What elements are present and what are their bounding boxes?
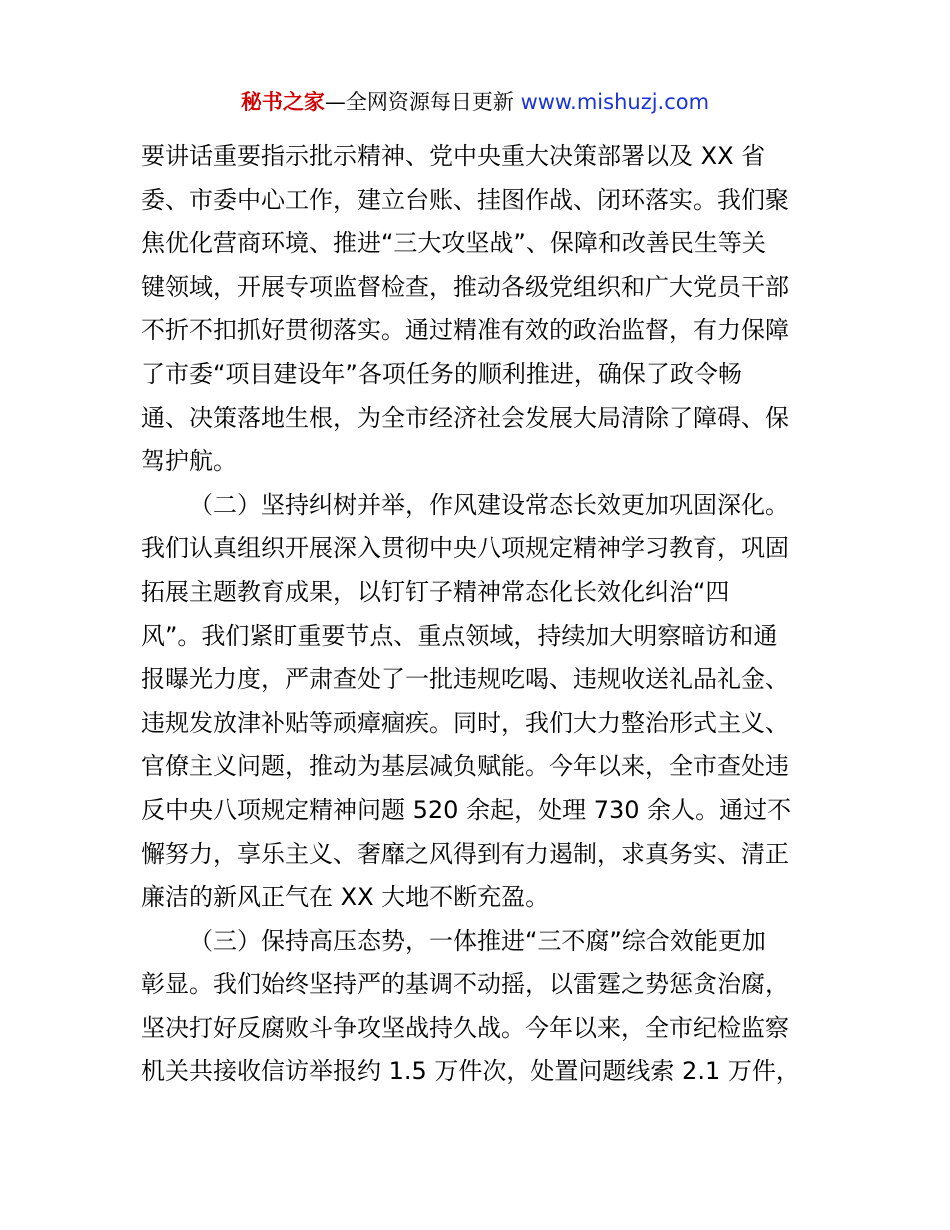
text-line: 焦优化营商环境、推进“三大攻坚战”、保障和改善民生等关: [141, 229, 766, 258]
text-line: 驾护航。: [141, 447, 237, 476]
text-line: 违规发放津补贴等顽瘴痼疾。同时，我们大力整治形式主义、: [141, 708, 789, 737]
text-line: 键领域，开展专项监督检查，推动各级党组织和广大党员干部: [141, 272, 789, 301]
text-line: 了市委“项目建设年”各项任务的顺利推进，确保了政令畅: [141, 359, 742, 388]
text-line: 风”。我们紧盯重要节点、重点领域，持续加大明察暗访和通: [141, 621, 778, 650]
text-line: 彰显。我们始终坚持严的基调不动摇，以雷霆之势惩贪治腐，: [141, 970, 789, 999]
text-line: 委、市委中心工作，建立台账、挂图作战、闭环落实。我们聚: [141, 185, 789, 214]
text-line: 报曝光力度，严肃查处了一批违规吃喝、违规收送礼品礼金、: [141, 665, 789, 694]
text-line: 要讲话重要指示批示精神、党中央重大决策部署以及 XX 省: [141, 142, 766, 170]
text-line: 坚决打好反腐败斗争攻坚战持久战。今年以来，全市纪检监察: [141, 1013, 789, 1042]
text-line: 通、决策落地生根，为全市经济社会发展大局清除了障碍、保: [141, 403, 789, 432]
website-link[interactable]: www.mishuzj.com: [520, 90, 710, 114]
text-line: 机关共接收信访举报约 1.5 万件次，处置问题线索 2.1 万件，: [141, 1057, 800, 1086]
brand-name: 秘书之家: [240, 90, 325, 114]
text-line: 官僚主义问题，推动为基层减负赋能。今年以来，全市查处违: [141, 752, 789, 781]
header-tagline: —全网资源每日更新: [324, 90, 521, 114]
text-line: 懈努力，享乐主义、奢靡之风得到有力遏制，求真务实、清正: [141, 839, 789, 868]
text-line: 反中央八项规定精神问题 520 余起，处理 730 余人。通过不: [141, 795, 792, 824]
text-line: 拓展主题教育成果，以钉钉子精神常态化长效化纠治“四: [141, 577, 730, 606]
section-heading-line: （二）坚持纠树并举，作风建设常态长效更加巩固深化。: [189, 490, 789, 519]
section-heading-line: （三）保持高压态势，一体推进“三不腐”综合效能更加: [189, 926, 766, 955]
text-line: 不折不扣抓好贯彻落实。通过精准有效的政治监督，有力保障: [141, 316, 789, 345]
text-line: 廉洁的新风正气在 XX 大地不断充盈。: [141, 883, 550, 912]
document-body: [141, 135, 817, 1094]
page-header: [0, 86, 950, 118]
text-line: 我们认真组织开展深入贯彻中央八项规定精神学习教育，巩固: [141, 534, 789, 563]
